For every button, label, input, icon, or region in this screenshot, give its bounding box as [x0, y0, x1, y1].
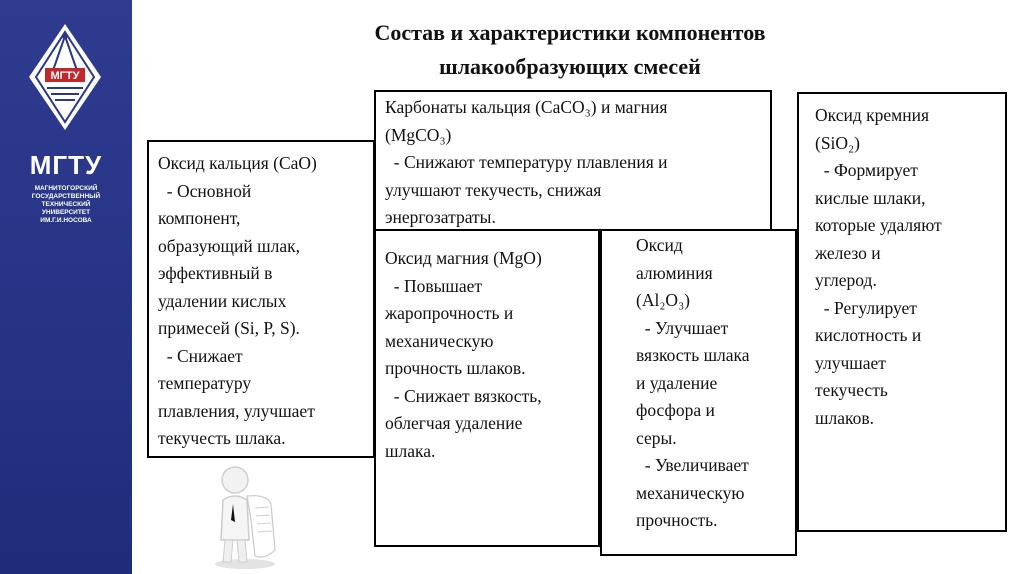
- box-line: - Улучшает: [636, 317, 729, 338]
- box-line: энергозатраты.: [385, 207, 496, 227]
- box-line: - Повышает: [385, 275, 483, 296]
- box-line: Карбонаты кальция (CaCO₃) и магния: [385, 97, 668, 117]
- box-line: - Регулирует: [815, 297, 917, 318]
- university-name: МАГНИТОГОРСКИЙ ГОСУДАРСТВЕННЫЙ ТЕХНИЧЕСКИЙ УНИВЕРСИТЕТ ИМ.Г.И.НОСОВА: [31, 185, 101, 224]
- box-line: эффективный в: [158, 263, 273, 283]
- box-line: плавления, улучшает: [158, 400, 315, 421]
- box-line: Оксид кремния: [815, 105, 929, 125]
- box-line: углерод.: [815, 270, 877, 290]
- box-line: образующий шлак,: [158, 235, 300, 256]
- box-line: (MgCO₃): [385, 124, 452, 145]
- box-line: шлака.: [385, 440, 436, 461]
- sio2-box: [797, 92, 1007, 532]
- box-line: текучесть: [815, 380, 888, 400]
- box-line: текучесть шлака.: [158, 428, 286, 448]
- box-line: механическую: [385, 330, 494, 351]
- box-line: улучшают текучесть, снижая: [385, 179, 602, 200]
- box-line: железо и: [815, 242, 881, 263]
- box-line: - Снижает вязкость,: [385, 385, 542, 406]
- box-line: кислые шлаки,: [815, 187, 926, 208]
- box-line: температуру: [158, 373, 252, 393]
- box-line: кислотность и: [815, 325, 922, 345]
- box-line: улучшает: [815, 352, 886, 373]
- cao-box: [147, 140, 375, 458]
- box-line: прочность шлаков.: [385, 358, 526, 378]
- university-logo-icon: [27, 22, 103, 132]
- box-line: (Al₂O₃): [636, 290, 690, 310]
- brand-name: МГТУ: [29, 150, 103, 180]
- page-title: Состав и характеристики компонентов шлакообразующих смесей: [374, 20, 766, 79]
- box-line: облегчая удаление: [385, 413, 523, 433]
- box-line: примесей (Si, P, S).: [158, 318, 300, 338]
- box-line: Оксид кальция (CaO): [158, 153, 317, 173]
- svg-text:МГТУ: МГТУ: [50, 70, 80, 82]
- box-line: - Снижает: [158, 345, 243, 366]
- box-line: шлаков.: [815, 407, 874, 428]
- al2o3-box: [600, 229, 797, 556]
- box-line: - Снижают температуру плавления и: [385, 152, 668, 172]
- box-line: механическую: [636, 482, 745, 503]
- box-line: Оксид: [636, 235, 683, 255]
- box-line: (SiO₂): [815, 132, 860, 153]
- box-line: - Основной: [158, 180, 252, 201]
- box-line: алюминия: [636, 262, 713, 283]
- box-line: фосфора и: [636, 400, 715, 420]
- box-line: удалении кислых: [158, 290, 287, 311]
- box-line: - Формирует: [815, 160, 918, 180]
- box-line: и удаление: [636, 372, 718, 393]
- box-line: компонент,: [158, 208, 241, 228]
- box-line: прочность.: [636, 510, 718, 530]
- box-line: серы.: [636, 427, 677, 448]
- box-line: жаропрочность и: [385, 303, 514, 323]
- box-line: - Увеличивает: [636, 455, 749, 475]
- box-line: которые удаляют: [815, 215, 942, 235]
- box-line: Оксид магния (MgO): [385, 248, 542, 268]
- sidebar: [0, 0, 132, 574]
- box-line: вязкость шлака: [636, 345, 750, 365]
- mgo-box: [374, 229, 600, 547]
- carbonates-box: [374, 90, 772, 232]
- person-reading-scroll-icon: [205, 460, 285, 570]
